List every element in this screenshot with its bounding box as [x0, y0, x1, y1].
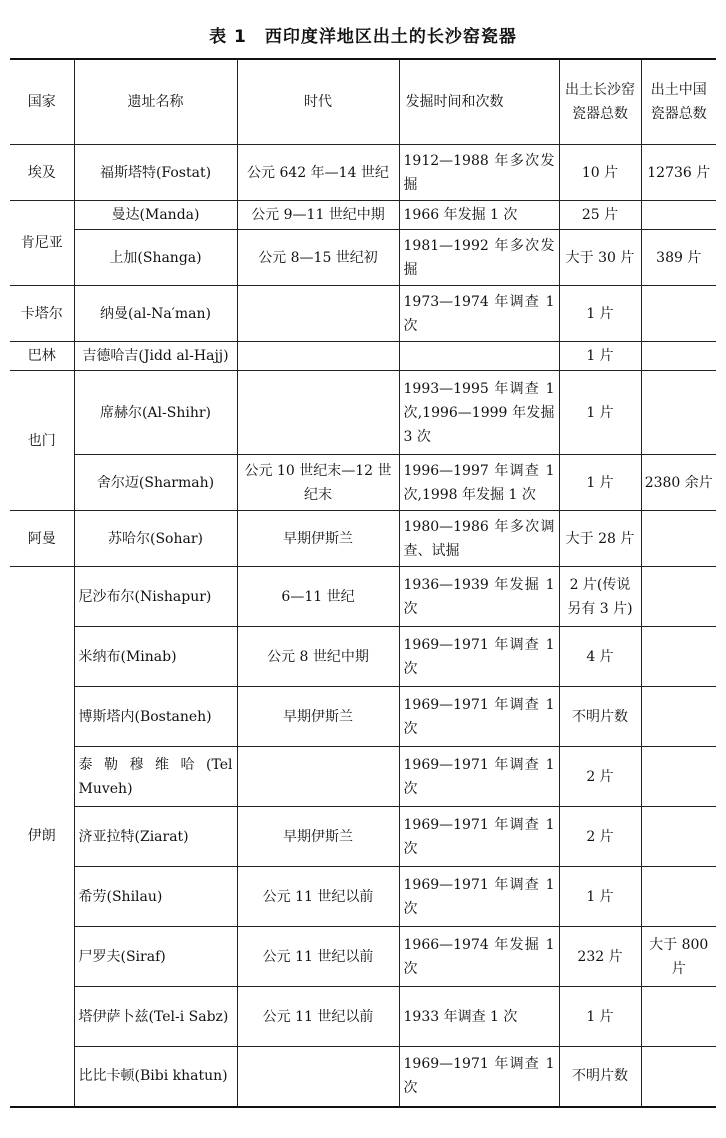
header-row — [10, 59, 716, 145]
changsha-count-cell: 25 片 — [559, 201, 641, 230]
table-row — [10, 567, 716, 627]
excavation-cell: 1981—1992 年多次发掘 — [399, 230, 559, 286]
changsha-count-cell: 4 片 — [559, 627, 641, 687]
era-cell: 早期伊斯兰 — [237, 807, 399, 867]
era-cell: 早期伊斯兰 — [237, 687, 399, 747]
table-row — [10, 286, 716, 342]
site-cell: 济亚拉特(Ziarat) — [74, 807, 237, 867]
china-count-cell — [641, 807, 716, 867]
site-cell: 苏哈尔(Sohar) — [74, 511, 237, 567]
table-row — [10, 687, 716, 747]
changsha-count-cell: 2 片(传说另有 3 片) — [559, 567, 641, 627]
excavation-cell: 1969—1971 年调查 1 次 — [399, 1047, 559, 1107]
era-cell — [237, 1047, 399, 1107]
era-cell: 公元 642 年—14 世纪 — [237, 145, 399, 201]
header-site: 遗址名称 — [74, 59, 237, 145]
header-changsha-total: 出土长沙窑瓷器总数 — [559, 59, 641, 145]
site-cell: 舍尔迈(Sharmah) — [74, 455, 237, 511]
site-cell: 米纳布(Minab) — [74, 627, 237, 687]
excavation-cell: 1969—1971 年调查 1 次 — [399, 687, 559, 747]
country-cell: 埃及 — [10, 145, 74, 201]
changsha-count-cell: 1 片 — [559, 987, 641, 1047]
site-cell: 曼达(Manda) — [74, 201, 237, 230]
header-country: 国家 — [10, 59, 74, 145]
china-count-cell — [641, 987, 716, 1047]
china-count-cell — [641, 511, 716, 567]
excavation-cell: 1936—1939 年发掘 1 次 — [399, 567, 559, 627]
excavation-cell: 1969—1971 年调查 1 次 — [399, 807, 559, 867]
era-cell: 早期伊斯兰 — [237, 511, 399, 567]
data-table — [10, 58, 716, 1108]
country-cell: 卡塔尔 — [10, 286, 74, 342]
changsha-count-cell: 2 片 — [559, 807, 641, 867]
excavation-cell: 1969—1971 年调查 1 次 — [399, 627, 559, 687]
country-cell: 阿曼 — [10, 511, 74, 567]
table-row — [10, 747, 716, 807]
table-row — [10, 927, 716, 987]
site-cell: 希劳(Shilau) — [74, 867, 237, 927]
china-count-cell — [641, 567, 716, 627]
era-cell — [237, 286, 399, 342]
table-row — [10, 987, 716, 1047]
changsha-count-cell: 1 片 — [559, 342, 641, 371]
china-count-cell: 2380 余片 — [641, 455, 716, 511]
changsha-count-cell: 1 片 — [559, 286, 641, 342]
china-count-cell — [641, 867, 716, 927]
era-cell: 公元 11 世纪以前 — [237, 867, 399, 927]
era-cell: 6—11 世纪 — [237, 567, 399, 627]
table-title: 表 1 西印度洋地区出土的长沙窑瓷器 — [209, 27, 517, 47]
changsha-count-cell: 不明片数 — [559, 1047, 641, 1107]
china-count-cell: 389 片 — [641, 230, 716, 286]
country-cell: 也门 — [10, 371, 74, 511]
site-cell: 比比卡顿(Bibi khatun) — [74, 1047, 237, 1107]
changsha-count-cell: 1 片 — [559, 455, 641, 511]
excavation-cell: 1933 年调查 1 次 — [399, 987, 559, 1047]
table-row — [10, 867, 716, 927]
table-row — [10, 1047, 716, 1107]
site-cell: 纳曼(al-Na′man) — [74, 286, 237, 342]
changsha-count-cell: 大于 30 片 — [559, 230, 641, 286]
table-row — [10, 145, 716, 201]
site-cell: 上加(Shanga) — [74, 230, 237, 286]
site-cell: 尸罗夫(Siraf) — [74, 927, 237, 987]
excavation-cell: 1980—1986 年多次调查、试掘 — [399, 511, 559, 567]
china-count-cell — [641, 687, 716, 747]
excavation-cell: 1973—1974 年调查 1 次 — [399, 286, 559, 342]
excavation-cell — [399, 342, 559, 371]
excavation-cell: 1993—1995 年调查 1 次,1996—1999 年发掘 3 次 — [399, 371, 559, 455]
era-cell: 公元 8—15 世纪初 — [237, 230, 399, 286]
table-row — [10, 371, 716, 455]
era-cell: 公元 8 世纪中期 — [237, 627, 399, 687]
china-count-cell: 12736 片 — [641, 145, 716, 201]
changsha-count-cell: 1 片 — [559, 371, 641, 455]
china-count-cell — [641, 747, 716, 807]
era-cell: 公元 10 世纪末—12 世纪末 — [237, 455, 399, 511]
changsha-count-cell: 10 片 — [559, 145, 641, 201]
excavation-cell: 1912—1988 年多次发掘 — [399, 145, 559, 201]
era-cell — [237, 747, 399, 807]
table-row — [10, 627, 716, 687]
china-count-cell — [641, 286, 716, 342]
country-cell: 巴林 — [10, 342, 74, 371]
excavation-cell: 1969—1971 年调查 1 次 — [399, 747, 559, 807]
site-cell: 吉德哈吉(Jidd al-Hajj) — [74, 342, 237, 371]
excavation-cell: 1996—1997 年调查 1 次,1998 年发掘 1 次 — [399, 455, 559, 511]
header-excavation: 发掘时间和次数 — [399, 59, 559, 145]
china-count-cell — [641, 627, 716, 687]
table-row — [10, 342, 716, 371]
changsha-count-cell: 2 片 — [559, 747, 641, 807]
header-era: 时代 — [237, 59, 399, 145]
site-cell: 席赫尔(Al-Shihr) — [74, 371, 237, 455]
changsha-count-cell: 232 片 — [559, 927, 641, 987]
era-cell: 公元 11 世纪以前 — [237, 987, 399, 1047]
site-cell: 博斯塔内(Bostaneh) — [74, 687, 237, 747]
era-cell — [237, 342, 399, 371]
china-count-cell: 大于 800 片 — [641, 927, 716, 987]
site-cell: 塔伊萨卜兹(Tel-i Sabz) — [74, 987, 237, 1047]
country-cell: 伊朗 — [10, 567, 74, 1107]
china-count-cell — [641, 342, 716, 371]
table-row — [10, 807, 716, 867]
site-cell: 福斯塔特(Fostat) — [74, 145, 237, 201]
table-row — [10, 201, 716, 230]
era-cell — [237, 371, 399, 455]
era-cell: 公元 11 世纪以前 — [237, 927, 399, 987]
changsha-count-cell: 大于 28 片 — [559, 511, 641, 567]
site-cell: 尼沙布尔(Nishapur) — [74, 567, 237, 627]
table-row — [10, 230, 716, 286]
changsha-count-cell: 不明片数 — [559, 687, 641, 747]
site-cell: 泰勒穆维哈(Tel Muveh) — [74, 747, 237, 807]
table-row — [10, 511, 716, 567]
era-cell: 公元 9—11 世纪中期 — [237, 201, 399, 230]
china-count-cell — [641, 201, 716, 230]
table-row — [10, 455, 716, 511]
header-china-total: 出土中国瓷器总数 — [641, 59, 716, 145]
excavation-cell: 1969—1971 年调查 1 次 — [399, 867, 559, 927]
changsha-count-cell: 1 片 — [559, 867, 641, 927]
china-count-cell — [641, 1047, 716, 1107]
excavation-cell: 1966—1974 年发掘 1 次 — [399, 927, 559, 987]
excavation-cell: 1966 年发掘 1 次 — [399, 201, 559, 230]
country-cell: 肯尼亚 — [10, 201, 74, 286]
china-count-cell — [641, 371, 716, 455]
